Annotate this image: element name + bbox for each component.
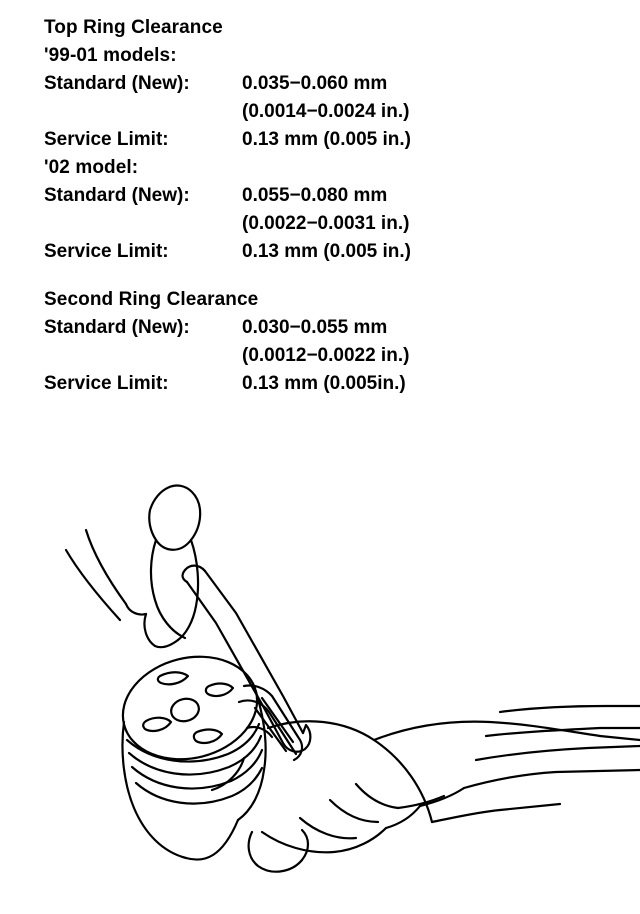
spec-value: 0.13 mm (0.005in.): [242, 373, 406, 394]
spec-row: [44, 314, 584, 342]
spec-row: [44, 238, 584, 266]
spec-label: Service Limit:: [44, 373, 169, 394]
spec-label: Standard (New):: [44, 73, 190, 94]
spec-row: [44, 70, 584, 98]
top-ring-clearance-heading: Top Ring Clearance: [44, 17, 223, 38]
spec-label: Standard (New):: [44, 317, 190, 338]
spec-row: [44, 182, 584, 210]
spec-value: 0.035−0.060 mm: [242, 73, 388, 94]
spec-row: [44, 126, 584, 154]
piston-ring-feeler-gauge-illustration: [0, 440, 640, 910]
spec-row: [44, 98, 584, 126]
spec-label: Service Limit:: [44, 129, 169, 150]
spec-label: Service Limit:: [44, 241, 169, 262]
spec-value: (0.0012−0.0022 in.): [242, 345, 410, 366]
section-gap: [44, 266, 584, 286]
spec-value: 0.13 mm (0.005 in.): [242, 241, 411, 262]
spec-row: [44, 370, 584, 398]
spec-row: [44, 210, 584, 238]
spec-label: Standard (New):: [44, 185, 190, 206]
spec-value: (0.0014−0.0024 in.): [242, 101, 410, 122]
model-02-subheading: '02 model:: [44, 157, 139, 178]
models-99-01-subheading: '99-01 models:: [44, 45, 177, 66]
spec-row: [44, 342, 584, 370]
specifications-block: [44, 14, 584, 398]
spec-value: (0.0022−0.0031 in.): [242, 213, 410, 234]
spec-value: 0.055−0.080 mm: [242, 185, 388, 206]
second-ring-clearance-heading: Second Ring Clearance: [44, 289, 259, 310]
spec-value: 0.030−0.055 mm: [242, 317, 388, 338]
spec-value: 0.13 mm (0.005 in.): [242, 129, 411, 150]
